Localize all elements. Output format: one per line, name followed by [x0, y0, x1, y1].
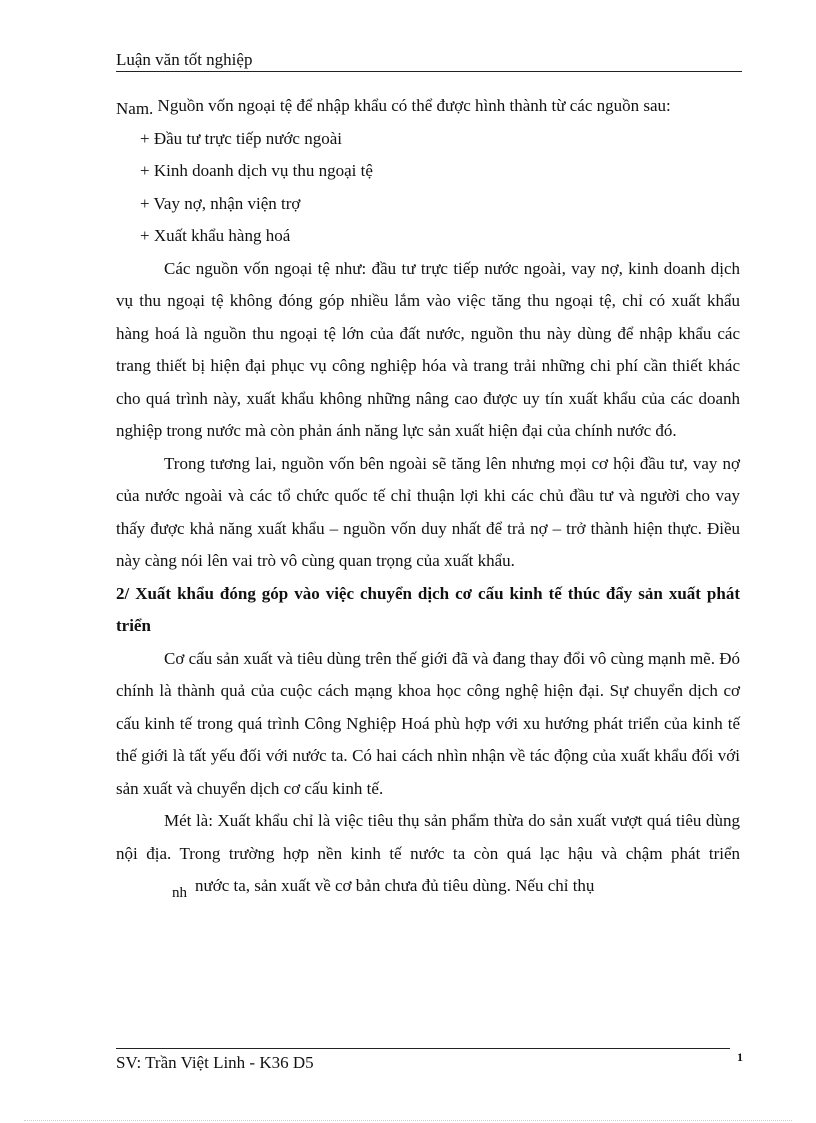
intro-paragraph	[116, 90, 740, 123]
footer-divider	[116, 1048, 730, 1049]
paragraph-first-view-end: nước ta, sản xuất về cơ bản chưa đủ tiêu dùng. Nếu chỉ thụ	[195, 876, 595, 895]
document-body	[116, 90, 740, 904]
page-bottom-edge	[24, 1120, 792, 1121]
section-heading: 2/ Xuất khẩu đóng góp vào việc chuyển dịch cơ cấu kinh tế thúc đẩy sản xuất phát triển	[116, 583, 740, 635]
intro-start: Nam.	[116, 99, 154, 118]
paragraph-foreign-currency-sources: Các nguồn vốn ngoại tệ như: đầu tư trực tiếp nước ngoài, vay nợ, kinh doanh dịch vụ thu ngoại tệ không đóng góp nhiều lắm vào việc tăng thu ngoại tệ, chỉ có xuất khẩu hàng hoá là nguồn thu ngoại tệ lớn của đất nước, nguồn thu này dùng để nhập khẩu các trang thiết bị hiện đại phục vụ công nghiệp hóa và trang trải những chi phí cần thiết khác cho quá trình này, xuất khẩu không những nâng cao được uy tín xuất khẩu của các doanh nghiệp trong nước mà còn phản ánh năng lực sản xuất hiện đại của chính nước đó.	[116, 258, 740, 440]
bullet-item: + Vay nợ, nhận viện trợ	[140, 193, 301, 213]
paragraph-future-capital: Trong tương lai, nguồn vốn bên ngoài sẽ tăng lên nhưng mọi cơ hội đầu tư, vay nợ của nước ngoài và các tổ chức quốc tế chỉ thuận lợi khi các chủ đầu tư và người cho vay thấy được khả năng xuất khẩu – nguồn vốn duy nhất để trả nợ – trở thành hiện thực. Điều này càng nói lên vai trò vô cùng quan trọng của xuất khẩu.	[116, 453, 740, 570]
footer-student-info: SV: Trần Việt Linh - K36 D5	[116, 1053, 314, 1072]
header-divider	[116, 71, 742, 72]
bullet-item: + Đầu tư trực tiếp nước ngoài	[140, 128, 342, 148]
bullet-item: + Xuất khẩu hàng hoá	[140, 226, 291, 245]
bullet-item: + Kinh doanh dịch vụ thu ngoại tệ	[140, 161, 373, 180]
document-header-title: Luận văn tốt nghiệp	[116, 50, 253, 69]
subscript-fragment: nh	[172, 885, 187, 901]
paragraph-economic-structure: Cơ cấu sản xuất và tiêu dùng trên thế giới đã và đang thay đổi vô cùng mạnh mẽ. Đó chính là thành quả của cuộc cách mạng khoa học công nghệ hiện đại. Sự chuyển dịch cơ cấu kinh tế trong quá trình Công Nghiệp Hoá phù hợp với xu hướng phát triển của kinh tế thế giới là tất yếu đối với nước ta. Có hai cách nhìn nhận về tác động của xuất khẩu đối với sản xuất và chuyển dịch cơ cấu kinh tế.	[116, 648, 741, 798]
paragraph-first-view	[116, 805, 740, 904]
page-number: 1	[737, 1050, 743, 1064]
intro-rest: Nguồn vốn ngoại tệ để nhập khẩu có thể được hình thành từ các nguồn sau:	[153, 96, 671, 115]
paragraph-first-view-start: Mét là: Xuất khẩu chỉ là việc tiêu thụ sản phẩm thừa do sản xuất vượt quá tiêu dùng nội địa. Trong trường hợp nền kinh tế nước ta còn quá lạc hậu và chậm phát triển	[116, 811, 740, 863]
